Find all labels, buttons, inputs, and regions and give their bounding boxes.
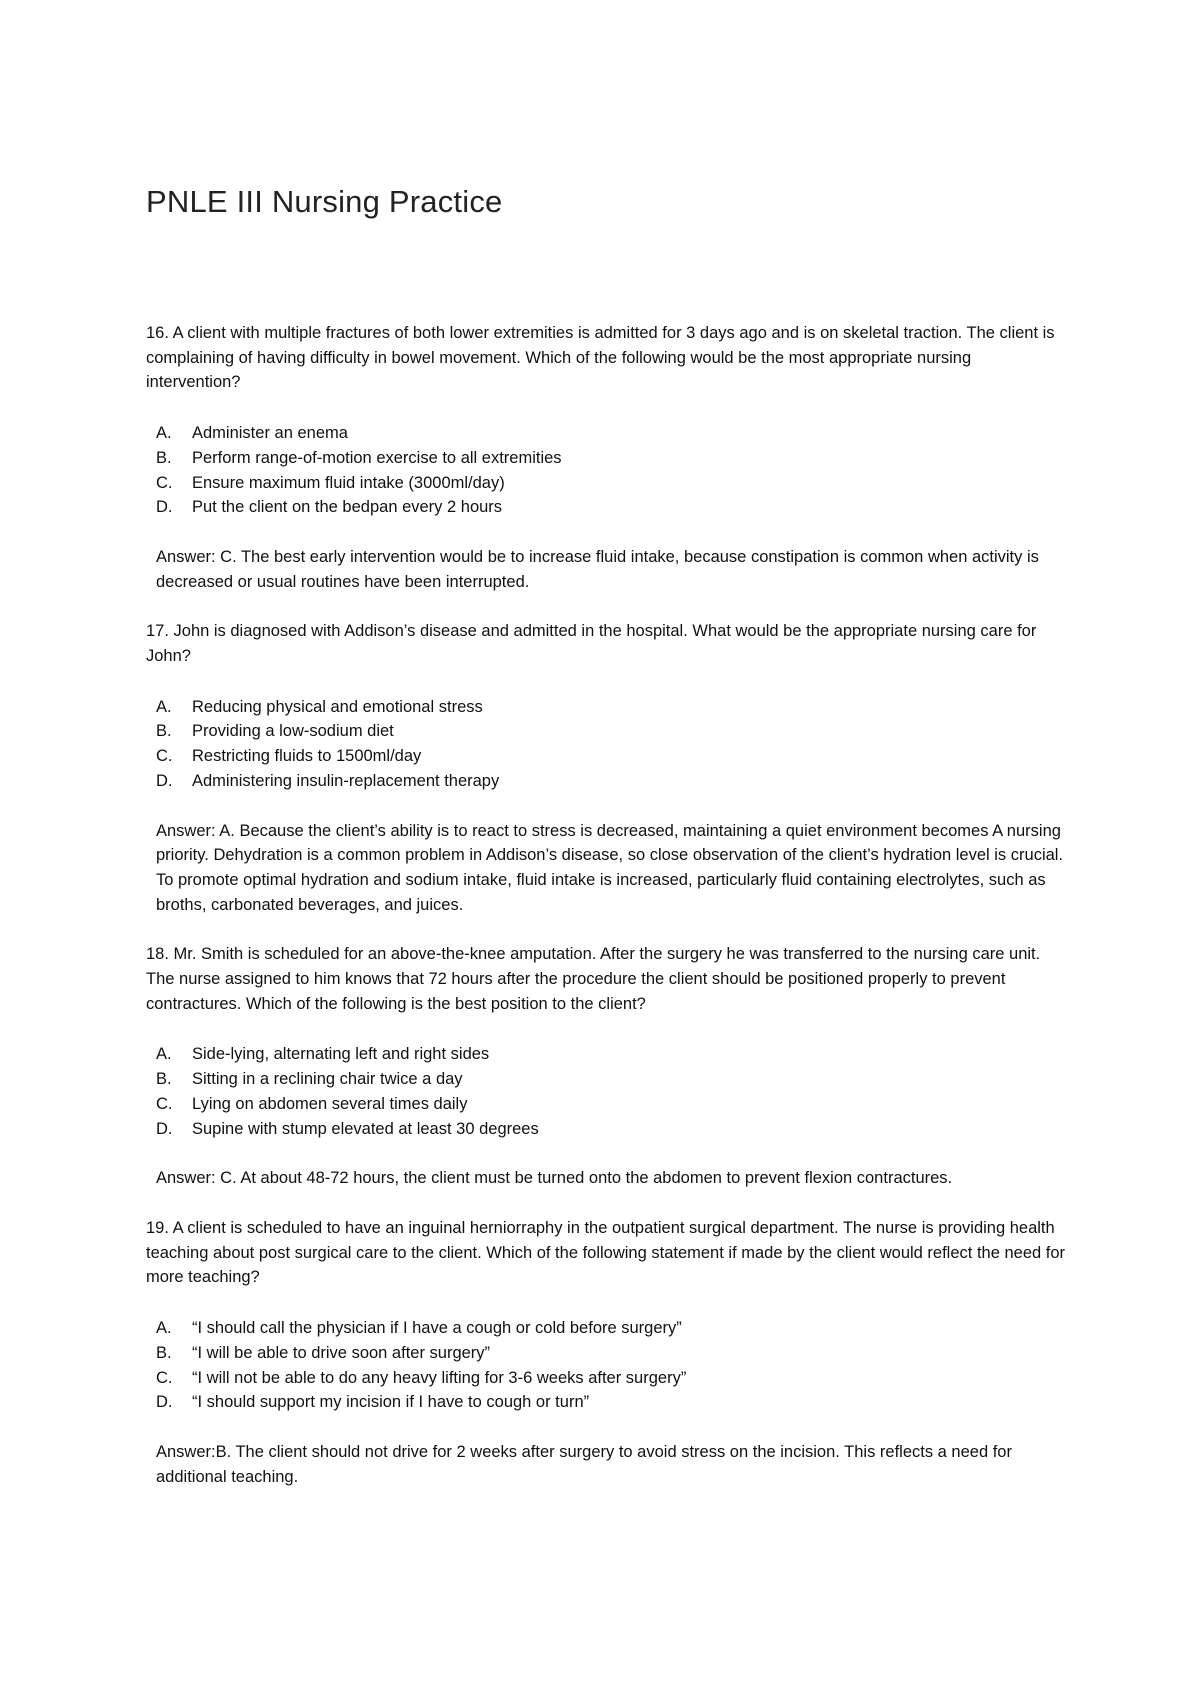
option-letter: D. (156, 1119, 173, 1138)
option-b (146, 1341, 1066, 1366)
page-title: PNLE III Nursing Practice (146, 184, 503, 219)
question-block-18 (146, 942, 1066, 1191)
question-block-19 (146, 1216, 1066, 1489)
option-b (146, 1067, 1066, 1092)
option-text: “I should support my incision if I have to cough or turn” (192, 1393, 590, 1412)
option-letter: A. (156, 424, 172, 443)
options-list (146, 421, 1066, 520)
option-a (146, 1042, 1066, 1067)
option-text: Ensure maximum fluid intake (3000ml/day) (192, 473, 505, 492)
option-d (146, 1390, 1066, 1415)
question-text: 19. A client is scheduled to have an inguinal herniorraphy in the outpatient surgical department. The nurse is providing health teaching about post surgical care to the client. Which of the following statement if made by the client would reflect the need for more teaching? (146, 1218, 1066, 1287)
option-c (146, 1366, 1066, 1391)
answer-text: Answer: C. The best early intervention would be to increase fluid intake, because constipation is common when activity is decreased or usual routines have been interrupted. (156, 547, 1039, 591)
question-text: 18. Mr. Smith is scheduled for an above-the-knee amputation. After the surgery he was transferred to the nursing care unit. The nurse assigned to him knows that 72 hours after the procedure the client should be positioned properly to prevent contractures. Which of the following is the best position to the client? (146, 945, 1041, 1013)
option-d (146, 495, 1066, 520)
option-text: “I will be able to drive soon after surgery” (192, 1343, 491, 1362)
answer-text: Answer: A. Because the client’s ability is to react to stress is decreased, maintaining a quiet environment becomes A nursing priority. Dehydration is a common problem in Addison’s disease, so close observation of the client’s hydration level is crucial. To promote optimal hydration and sodium intake, fluid intake is increased, particularly fluid containing electrolytes, such as broths, carbonated beverages, and juices. (156, 821, 1064, 914)
option-text: Perform range-of-motion exercise to all extremities (192, 448, 562, 467)
option-letter: C. (156, 473, 173, 492)
option-letter: A. (156, 1319, 172, 1338)
option-c (146, 471, 1066, 496)
option-letter: A. (156, 697, 172, 716)
option-b (146, 446, 1066, 471)
option-text: Administering insulin-replacement therapy (192, 771, 500, 790)
options-list (146, 695, 1066, 794)
option-text: Restricting fluids to 1500ml/day (192, 747, 422, 766)
option-text: Sitting in a reclining chair twice a day (192, 1070, 463, 1089)
options-list (146, 1316, 1066, 1415)
question-text: 17. John is diagnosed with Addison’s disease and admitted in the hospital. What would be the appropriate nursing care for John? (146, 622, 1037, 666)
option-d (146, 769, 1066, 794)
question-list (146, 321, 1066, 1489)
option-text: Put the client on the bedpan every 2 hours (192, 498, 503, 517)
option-c (146, 744, 1066, 769)
option-b (146, 719, 1066, 744)
option-a (146, 421, 1066, 446)
option-letter: D. (156, 1393, 173, 1412)
option-a (146, 1316, 1066, 1341)
option-text: Lying on abdomen several times daily (192, 1094, 468, 1113)
option-text: “I should call the physician if I have a cough or cold before surgery” (192, 1319, 682, 1338)
option-letter: B. (156, 1343, 172, 1362)
answer-text: Answer: C. At about 48-72 hours, the client must be turned onto the abdomen to prevent flexion contractures. (156, 1169, 953, 1188)
option-letter: A. (156, 1045, 172, 1064)
option-text: Providing a low-sodium diet (192, 722, 394, 741)
option-letter: C. (156, 747, 173, 766)
option-letter: D. (156, 498, 173, 517)
option-text: Administer an enema (192, 424, 348, 443)
option-letter: C. (156, 1094, 173, 1113)
question-text: 16. A client with multiple fractures of both lower extremities is admitted for 3 days ago and is on skeletal traction. The client is complaining of having difficulty in bowel movement. Which of the following would be the most appropriate nursing intervention? (146, 324, 1055, 392)
option-text: Supine with stump elevated at least 30 degrees (192, 1119, 539, 1138)
options-list (146, 1042, 1066, 1141)
option-letter: B. (156, 722, 172, 741)
option-text: Reducing physical and emotional stress (192, 697, 483, 716)
option-d (146, 1117, 1066, 1142)
option-text: “I will not be able to do any heavy lifting for 3-6 weeks after surgery” (192, 1368, 687, 1387)
option-a (146, 695, 1066, 720)
question-block-17 (146, 619, 1066, 917)
option-letter: B. (156, 448, 172, 467)
answer-text: Answer:B. The client should not drive for 2 weeks after surgery to avoid stress on the incision. This reflects a need for additional teaching. (156, 1442, 1012, 1486)
option-letter: C. (156, 1368, 173, 1387)
option-c (146, 1092, 1066, 1117)
option-letter: B. (156, 1070, 172, 1089)
option-text: Side-lying, alternating left and right sides (192, 1045, 490, 1064)
question-block-16 (146, 321, 1066, 594)
option-letter: D. (156, 771, 173, 790)
